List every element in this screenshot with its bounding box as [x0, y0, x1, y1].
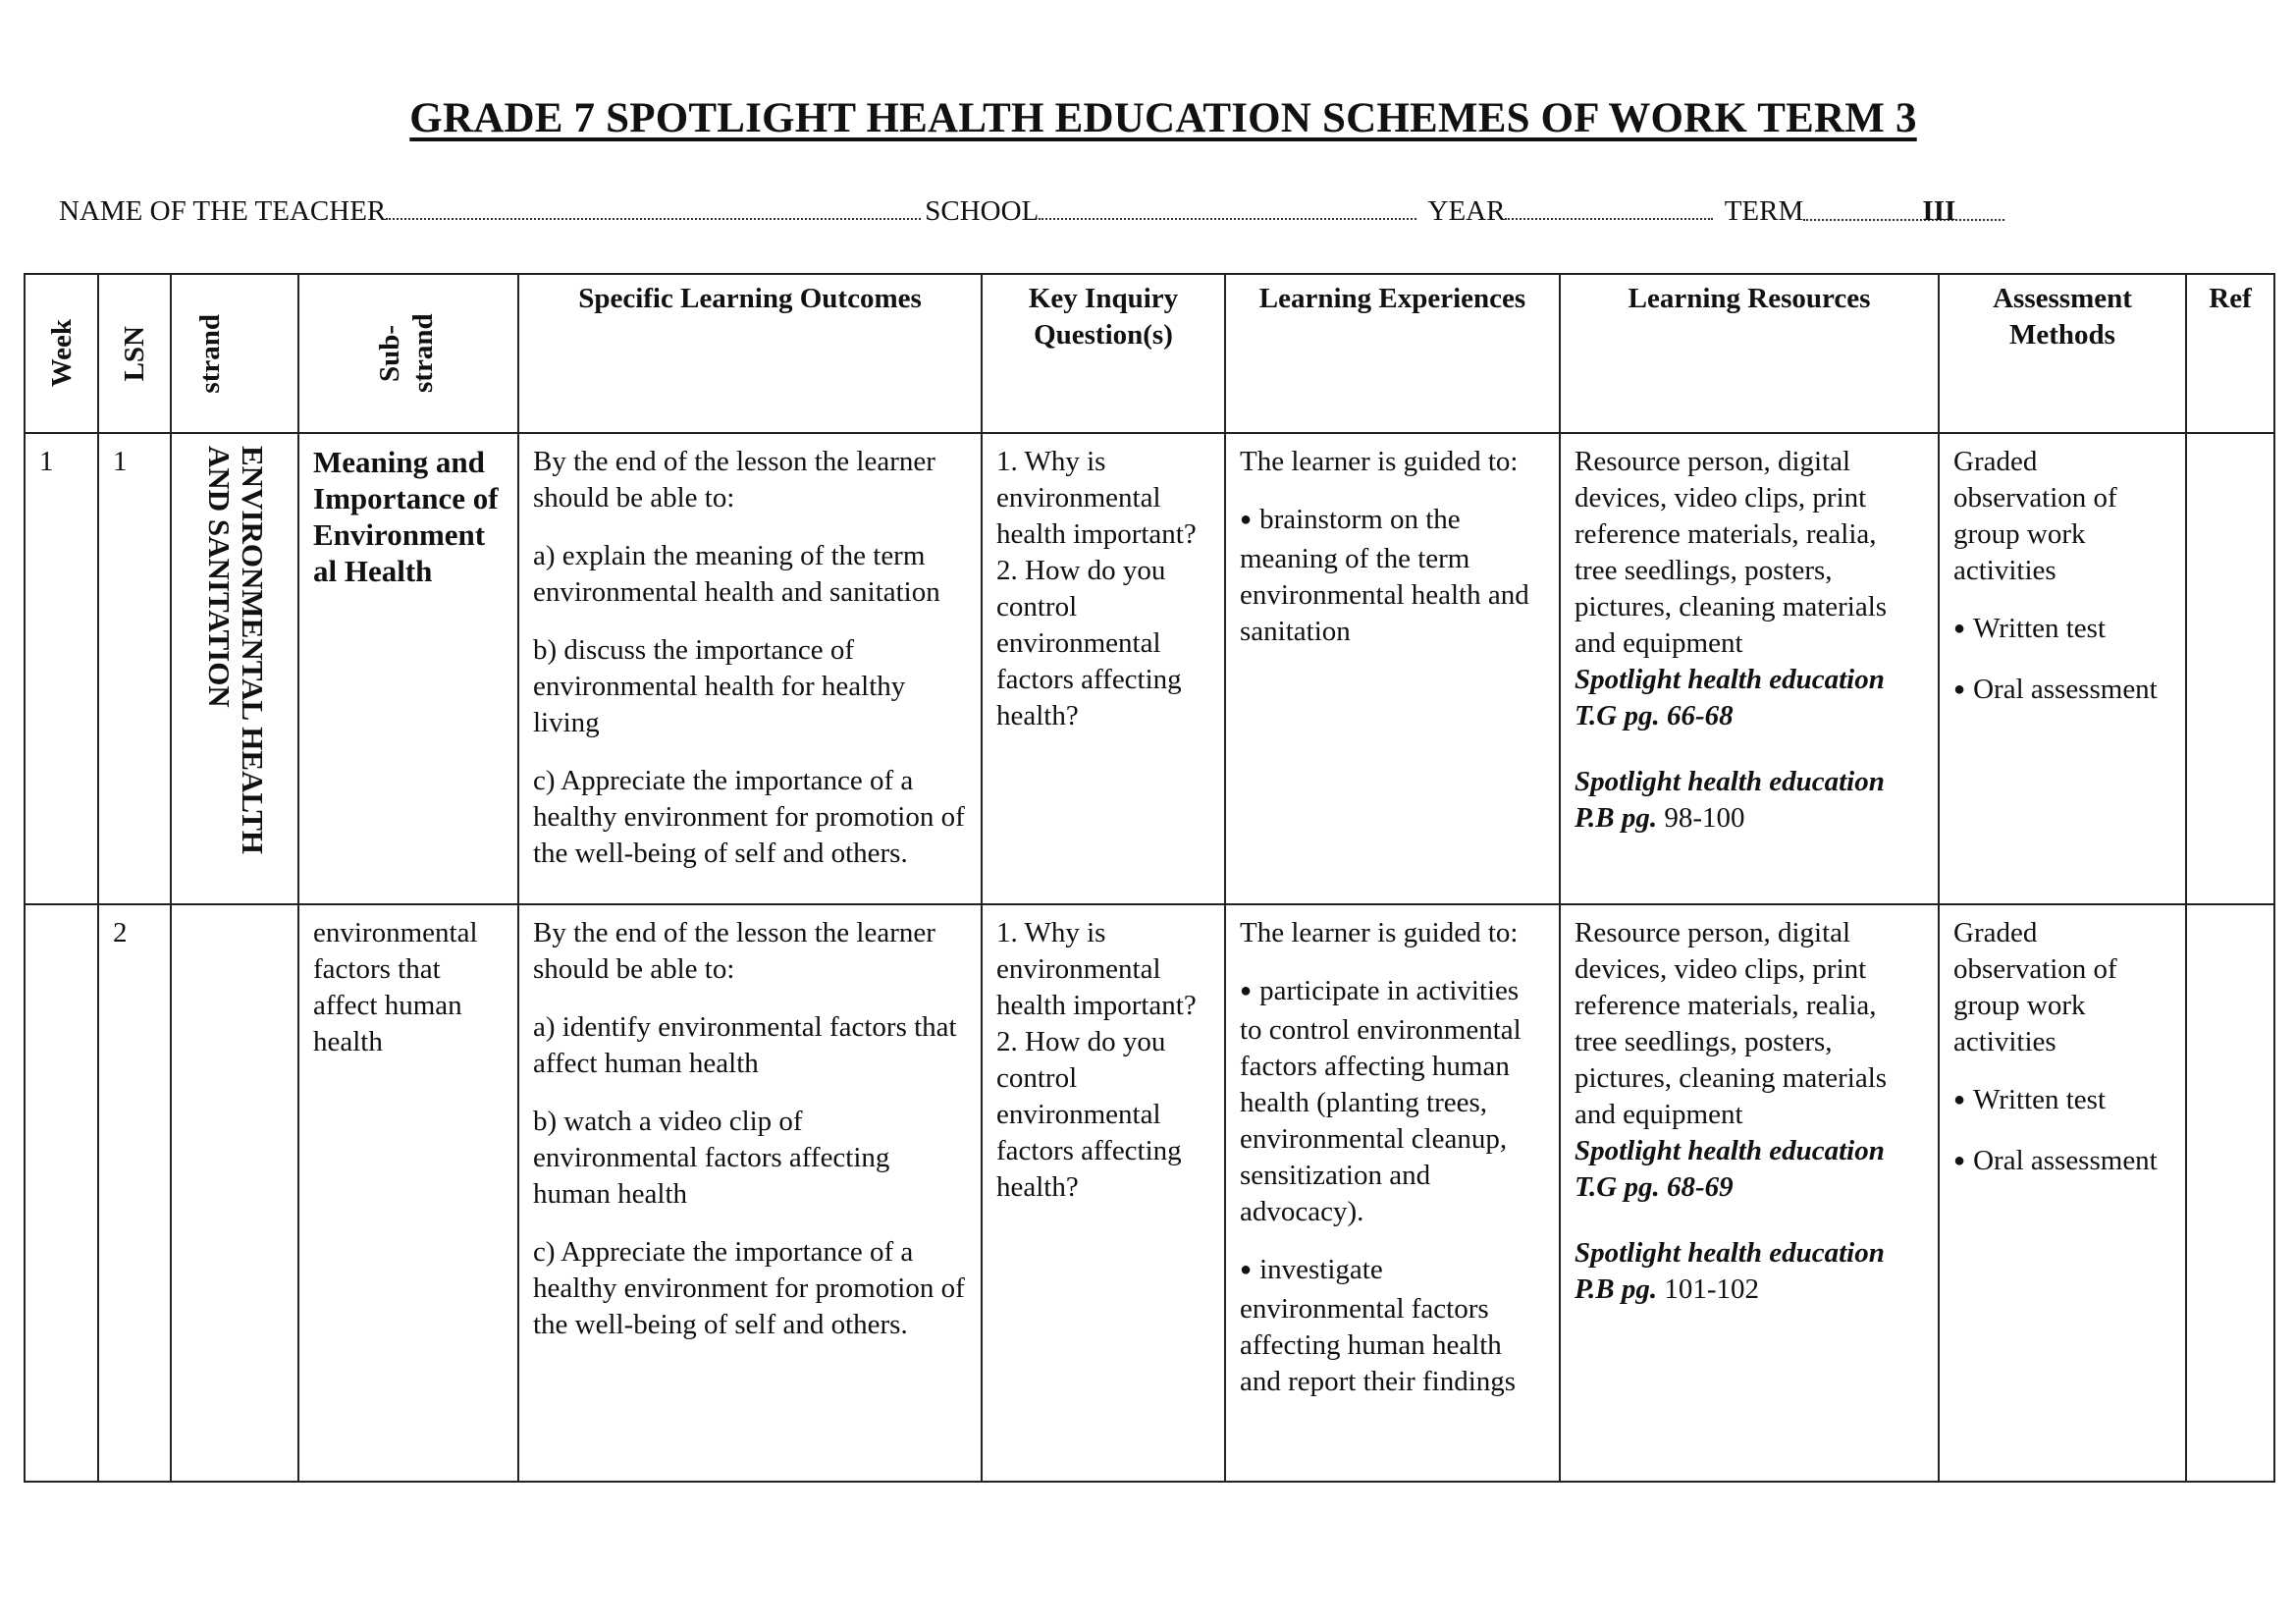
table-row: [25, 433, 2274, 904]
table-row: [25, 904, 2274, 1482]
lsn-cell: 2: [98, 904, 171, 1482]
strand-cell: [171, 904, 298, 1482]
inquiry-item: 2. How do you control environmental factors affecting health?: [996, 1026, 1182, 1203]
term-label: TERM: [1724, 195, 1804, 227]
assessment-item: ● Oral assessment: [1953, 672, 2171, 711]
header-sub-strand: Sub-strand: [298, 274, 518, 433]
outcome-item: c) Appreciate the importance of a healthy environment for promotion of the well-being of self and others.: [533, 765, 965, 869]
resources-pb: Spotlight health education P.B pg. 101-102: [1575, 1237, 1885, 1305]
ref-cell: [2186, 433, 2274, 904]
experiences-cell: [1225, 904, 1560, 1482]
year-label: YEAR: [1427, 195, 1506, 227]
strand-value: ENVIRONMENTAL HEALTH AND SANITATION: [202, 446, 270, 855]
outcomes-intro: By the end of the lesson the learner should be able to:: [533, 446, 935, 514]
experiences-intro: The learner is guided to:: [1240, 446, 1519, 477]
assessment-item: ● Oral assessment: [1953, 1143, 2171, 1182]
resources-pb: Spotlight health education P.B pg. 98-100: [1575, 766, 1885, 834]
outcomes-cell: [518, 904, 982, 1482]
header-outcomes: Specific Learning Outcomes: [518, 274, 982, 433]
resources-text: Resource person, digital devices, video clips, print reference materials, realia, tree seedlings, posters, pictures, cleaning materials and equipment: [1575, 446, 1888, 659]
resources-cell: [1560, 904, 1939, 1482]
header-week: Week: [25, 274, 98, 433]
experiences-cell: [1225, 433, 1560, 904]
experience-item: ● investigate environmental factors affecting human health and report their findings: [1240, 1252, 1545, 1400]
resources-tg: Spotlight health education T.G pg. 68-69: [1575, 1135, 1885, 1203]
header-strand: strand: [171, 274, 298, 433]
header-assessment: Assessment Methods: [1939, 274, 2186, 433]
inquiry-cell: [982, 904, 1225, 1482]
school-field[interactable]: [1039, 194, 1416, 220]
strand-cell: [171, 433, 298, 904]
header-experiences: Learning Experiences: [1225, 274, 1560, 433]
assessment-item: ● Written test: [1953, 1082, 2171, 1121]
assessment-cell: [1939, 904, 2186, 1482]
sub-strand-cell: Meaning and Importance of Environment al Health: [298, 433, 518, 904]
week-cell: [25, 904, 98, 1482]
outcome-item: c) Appreciate the importance of a healthy environment for promotion of the well-being of self and others.: [533, 1236, 965, 1340]
header-resources: Learning Resources: [1560, 274, 1939, 433]
assessment-item: Graded observation of group work activities: [1953, 917, 2117, 1057]
resources-tg: Spotlight health education T.G pg. 66-68: [1575, 664, 1885, 731]
outcome-item: b) discuss the importance of environmental health for healthy living: [533, 634, 906, 738]
outcomes-cell: [518, 433, 982, 904]
outcomes-intro: By the end of the lesson the learner should be able to:: [533, 917, 935, 985]
teacher-info-line: [59, 194, 2008, 234]
sub-strand-cell: environmental factors that affect human health: [298, 904, 518, 1482]
inquiry-item: 1. Why is environmental health important?: [996, 446, 1197, 550]
outcome-item: b) watch a video clip of environmental factors affecting human health: [533, 1106, 890, 1210]
resources-text: Resource person, digital devices, video clips, print reference materials, realia, tree seedlings, posters, pictures, cleaning materials and equipment: [1575, 917, 1888, 1130]
scheme-table: [24, 273, 2275, 1483]
term-field[interactable]: [1803, 195, 2004, 227]
year-field[interactable]: [1505, 194, 1713, 220]
resources-cell: [1560, 433, 1939, 904]
outcome-item: a) identify environmental factors that affect human health: [533, 1011, 957, 1079]
inquiry-item: 1. Why is environmental health important?: [996, 917, 1197, 1021]
assessment-item: Graded observation of group work activities: [1953, 446, 2117, 586]
experience-item: ● participate in activities to control environmental factors affecting human health (planting trees, environmental cleanup, sensitization and advocacy).: [1240, 973, 1545, 1230]
inquiry-item: 2. How do you control environmental factors affecting health?: [996, 555, 1182, 731]
assessment-cell: [1939, 433, 2186, 904]
table-header-row: [25, 274, 2274, 433]
term-value: III: [1922, 195, 1956, 227]
ref-cell: [2186, 904, 2274, 1482]
header-ref: Ref: [2186, 274, 2274, 433]
outcome-item: a) explain the meaning of the term environmental health and sanitation: [533, 540, 940, 608]
experiences-intro: The learner is guided to:: [1240, 917, 1519, 948]
experience-item: ● brainstorm on the meaning of the term environmental health and sanitation: [1240, 502, 1545, 650]
lsn-cell: 1: [98, 433, 171, 904]
header-lsn: LSN: [98, 274, 171, 433]
inquiry-cell: [982, 433, 1225, 904]
teacher-field[interactable]: [386, 194, 921, 220]
assessment-item: ● Written test: [1953, 611, 2171, 650]
teacher-label: NAME OF THE TEACHER: [59, 195, 387, 227]
header-inquiry: Key Inquiry Question(s): [982, 274, 1225, 433]
week-cell: 1: [25, 433, 98, 904]
school-label: SCHOOL: [925, 195, 1040, 227]
document-title: GRADE 7 SPOTLIGHT HEALTH EDUCATION SCHEMES OF WORK TERM 3: [409, 95, 1917, 141]
